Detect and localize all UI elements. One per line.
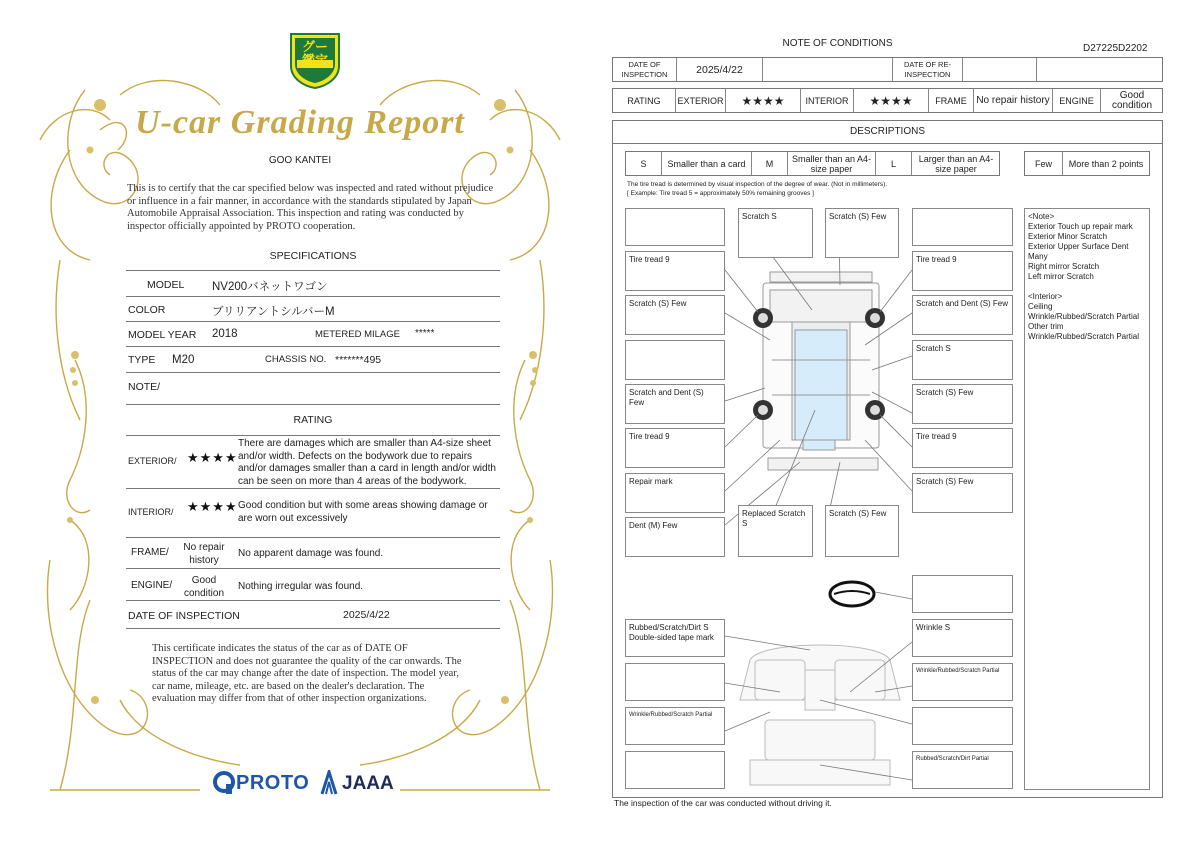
divider <box>126 346 500 347</box>
model-value: NV200バネットワゴン <box>212 281 328 293</box>
engine-value: Good condition <box>1111 89 1153 111</box>
exterior-box-left-rear-door: Scratch and Dent (S) Few <box>625 384 725 424</box>
exterior-stars: ★★★★ <box>187 450 238 465</box>
frame-value: No repair history <box>974 89 1053 112</box>
type-label: TYPE <box>128 354 156 366</box>
interior-stars: ★★★★ <box>854 89 929 112</box>
color-label: COLOR <box>128 304 166 316</box>
divider <box>126 435 500 436</box>
model-year-label: MODEL YEAR <box>128 329 197 341</box>
interior-box-passenger-seat <box>625 663 725 701</box>
date-of-inspection-label: DATE OF INSPECTION <box>128 610 240 622</box>
reinspection-label: DATE OF RE-INSPECTION <box>893 58 963 81</box>
divider <box>126 600 500 601</box>
legend-few: Few <box>1025 152 1063 175</box>
legend-s: S <box>626 152 662 175</box>
engine-label: ENGINE <box>1053 89 1101 112</box>
legend-l-desc: Larger than an A4-size paper <box>918 153 994 174</box>
notes-panel: <Note> Exterior Touch up repair mark Exterior Minor Scratch Exterior Upper Surface Dent Many Right mirror Scratch Left mirror Scratch <Interior> Ceiling Wrinkle/Rubbed/Scratch Partial Other trim Wrinkle/Rubbed/Scratch Partial <box>1024 208 1150 790</box>
divider <box>126 628 500 629</box>
divider <box>126 270 500 271</box>
frame-label: FRAME <box>929 89 974 112</box>
interior-stars: ★★★★ <box>187 499 238 514</box>
exterior-box-left-fender: Scratch (S) Few <box>625 295 725 335</box>
legend-s-desc: Smaller than a card <box>662 152 752 175</box>
divider <box>126 321 500 322</box>
chassis-value: *******495 <box>335 354 382 366</box>
exterior-box-rear-left-tire: Tire tread 9 <box>625 428 725 468</box>
exterior-box-right-rear-door: Scratch (S) Few <box>912 384 1013 424</box>
interior-box-floor: Rubbed/Scratch/Dirt Partial <box>912 751 1013 789</box>
sheet-footer: The inspection of the car was conducted without driving it. <box>614 798 832 808</box>
descriptions-heading: DESCRIPTIONS <box>849 126 925 137</box>
interior-description: Good condition but with some areas showing damage or are worn out excessively <box>238 500 488 524</box>
interior-box-rear-seat <box>912 707 1013 745</box>
interior-label: INTERIOR <box>801 89 854 112</box>
frame-description: No apparent damage was found. <box>238 548 384 559</box>
interior-box-luggage <box>625 751 725 789</box>
exterior-box-right-quarter: Scratch (S) Few <box>912 473 1013 513</box>
sheet-title: NOTE OF CONDITIONS <box>782 38 893 49</box>
proto-logo-text: PROTO <box>236 772 310 794</box>
mileage-label: METERED MILAGE <box>315 329 400 340</box>
exterior-label: EXTERIOR <box>676 89 726 112</box>
engine-value: Good condition <box>183 575 225 599</box>
exterior-box-front-left-tire: Tire tread 9 <box>625 251 725 291</box>
specifications-heading: SPECIFICATIONS <box>269 250 357 262</box>
exterior-box-front-right-tire: Tire tread 9 <box>912 251 1013 291</box>
certification-statement: This is to certify that the car specified below was inspected and rated without prejudice or influence in a fair manner, in accordance with the standards stipulated by Japan Automobile Appraisal Association. This inspection and rating was conducted by inspector officially appointed by PROTO cooperation. <box>127 183 494 232</box>
certificate-disclaimer: This certificate indicates the status of the car as of DATE OF INSPECTION and does not guarantee the quality of the car onwards. The status of the car may change after the date of inspection. The model year, car name, mileage, etc. are based on the dealer's declaration. The evaluation may differ from that of other inspection organizations. <box>152 643 462 704</box>
divider <box>126 488 500 489</box>
exterior-box-back-door: Replaced Scratch S <box>738 505 813 557</box>
frame-label: FRAME/ <box>131 547 169 558</box>
engine-description: Nothing irregular was found. <box>238 581 364 592</box>
exterior-description: There are damages which are smaller than A4-size sheet and/or width. Defects on the bodywork due to repairs and/or damages smaller than a card in length and/or width can be seen on more than 4 areas of the bodywork. <box>238 438 496 487</box>
chassis-label: CHASSIS NO. <box>265 354 327 365</box>
rating-heading: RATING <box>293 414 333 426</box>
interior-label: INTERIOR/ <box>128 507 174 517</box>
steering-wheel-icon <box>830 582 874 606</box>
rating-label: RATING <box>613 89 676 112</box>
exterior-box-left-front-door <box>625 340 725 380</box>
exterior-box-right-front-door: Scratch S <box>912 340 1013 380</box>
proto-logo-icon <box>212 770 236 796</box>
date-label: DATE OF INSPECTION <box>613 58 677 81</box>
type-value: M20 <box>172 354 195 366</box>
divider <box>126 404 500 405</box>
legend-m-desc: Smaller than an A4-size paper <box>788 152 876 175</box>
color-value: ブリリアントシルバーM <box>212 306 335 318</box>
exterior-label: EXTERIOR/ <box>128 456 177 466</box>
exterior-box-rear-left-corner: Dent (M) Few <box>625 517 725 557</box>
interior-box-console: Wrinkle/Rubbed/Scratch Partial <box>912 663 1013 701</box>
exterior-box-front-bumper: Scratch S <box>738 208 813 258</box>
exterior-stars: ★★★★ <box>726 89 801 112</box>
exterior-box-right-fender: Scratch and Dent (S) Few <box>912 295 1013 335</box>
exterior-box-left-quarter: Repair mark <box>625 473 725 513</box>
car-exterior-outline <box>763 272 879 470</box>
jaaa-logo-text: JAAA <box>342 773 394 794</box>
mileage-value: ***** <box>415 328 435 339</box>
frame-value: No repair history <box>183 542 225 566</box>
model-year-value: 2018 <box>212 328 238 340</box>
exterior-box-rear-bumper: Scratch (S) Few <box>825 505 899 557</box>
legend-m: M <box>752 152 788 175</box>
tire-note-line-2: [ Example: Tire tread 5 = approximately 50% remaining grooves ] <box>627 190 814 197</box>
exterior-box-hood: Scratch (S) Few <box>825 208 899 258</box>
divider <box>126 537 500 538</box>
interior-box-ceiling: Rubbed/Scratch/Dirt S Double-sided tape mark <box>625 619 725 657</box>
date-of-inspection-value: 2025/4/22 <box>343 609 390 621</box>
report-subtitle: GOO KANTEI <box>268 155 332 166</box>
divider <box>126 568 500 569</box>
jaaa-logo-icon <box>318 770 340 796</box>
interior-box-driver-seat: Wrinkle S <box>912 619 1013 657</box>
interior-box-left-trim: Wrinkle/Rubbed/Scratch Partial <box>625 707 725 745</box>
exterior-box-rear-right-tire: Tire tread 9 <box>912 428 1013 468</box>
exterior-box-front-left-corner <box>625 208 725 246</box>
tire-note-line-1: The tire tread is determined by visual inspection of the degree of wear. (Not in millimeters). <box>627 181 888 188</box>
legend-l: L <box>876 152 912 175</box>
divider <box>126 296 500 297</box>
note-of-conditions <box>600 0 1200 848</box>
note-label: NOTE/ <box>128 381 161 393</box>
model-label: MODEL <box>147 279 185 291</box>
report-title: U-car Grading Report <box>135 104 465 141</box>
legend-few-desc: More than 2 points <box>1068 158 1144 169</box>
exterior-box-front-right-corner <box>912 208 1013 246</box>
divider <box>126 372 500 373</box>
engine-label: ENGINE/ <box>131 580 173 591</box>
report-id: D27225D2202 <box>1083 43 1148 54</box>
interior-box-steering <box>912 575 1013 613</box>
date-value: 2025/4/22 <box>677 58 763 81</box>
badge-text: グー 鑑定 <box>301 39 328 68</box>
